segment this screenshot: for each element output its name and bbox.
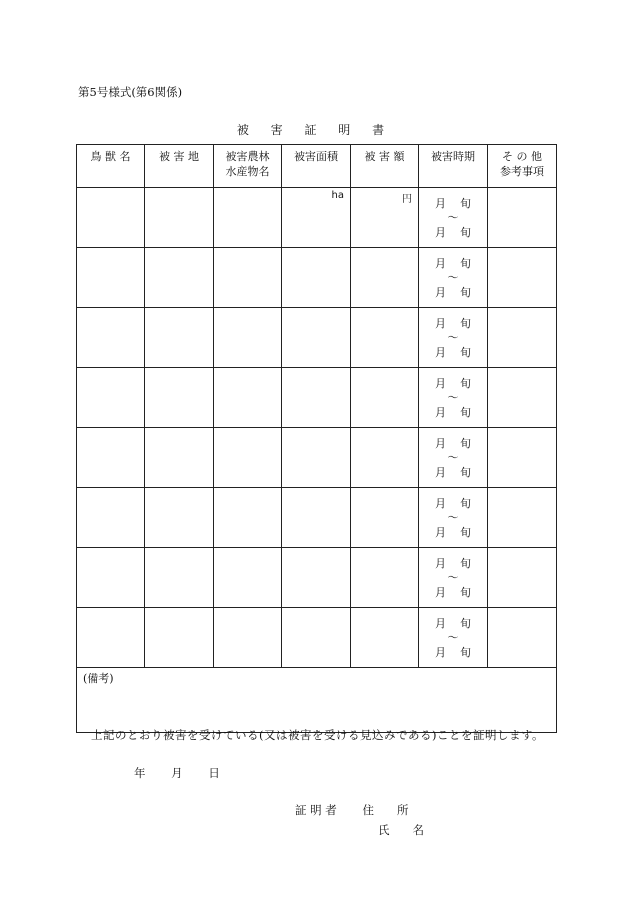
area-cell[interactable] xyxy=(282,308,351,368)
period-range xyxy=(419,308,487,360)
location-cell[interactable] xyxy=(145,248,214,308)
period-end-decade-label: 旬 xyxy=(460,526,471,539)
remarks-field[interactable] xyxy=(77,668,557,733)
date-day-label: 日 xyxy=(208,766,220,780)
period-tilde: 〜 xyxy=(447,511,459,524)
period-range xyxy=(419,608,487,660)
amount-cell[interactable] xyxy=(351,188,419,248)
species-cell[interactable] xyxy=(77,248,145,308)
header-period: 被害時期 xyxy=(419,145,488,188)
species-cell[interactable] xyxy=(77,188,145,248)
period-end-month-label: 月 xyxy=(435,586,446,599)
area-cell[interactable] xyxy=(282,488,351,548)
amount-cell[interactable] xyxy=(351,368,419,428)
amount-cell[interactable] xyxy=(351,608,419,668)
certifier-address-label: 住 所 xyxy=(362,803,409,817)
remarks-row xyxy=(77,668,557,733)
product-cell[interactable] xyxy=(214,308,282,368)
period-start-decade-label: 旬 xyxy=(460,257,471,270)
period-end-month-label: 月 xyxy=(435,466,446,479)
table-row xyxy=(77,308,557,368)
period-cell[interactable] xyxy=(419,488,488,548)
period-start-decade-label: 旬 xyxy=(460,617,471,630)
period-end-month-label: 月 xyxy=(435,406,446,419)
location-cell[interactable] xyxy=(145,428,214,488)
species-cell[interactable] xyxy=(77,428,145,488)
area-cell[interactable] xyxy=(282,368,351,428)
product-cell[interactable] xyxy=(214,248,282,308)
period-tilde: 〜 xyxy=(447,631,459,644)
notes-cell[interactable] xyxy=(488,428,557,488)
period-start-month-label: 月 xyxy=(435,257,446,270)
notes-cell[interactable] xyxy=(488,368,557,428)
product-cell[interactable] xyxy=(214,428,282,488)
header-area: 被害面積 xyxy=(282,145,351,188)
period-range xyxy=(419,368,487,420)
certifier-name-line xyxy=(378,822,424,838)
period-end-decade-label: 旬 xyxy=(460,586,471,599)
table-header-row xyxy=(77,145,557,188)
period-range xyxy=(419,248,487,300)
location-cell[interactable] xyxy=(145,368,214,428)
area-unit: ha xyxy=(331,190,344,201)
period-start-decade-label: 旬 xyxy=(460,317,471,330)
period-start-decade-label: 旬 xyxy=(460,377,471,390)
period-start-month-label: 月 xyxy=(435,497,446,510)
table-row xyxy=(77,608,557,668)
period-start-decade-label: 旬 xyxy=(460,557,471,570)
period-start-month-label: 月 xyxy=(435,317,446,330)
period-start-month-label: 月 xyxy=(435,437,446,450)
period-cell[interactable] xyxy=(419,188,488,248)
period-tilde: 〜 xyxy=(447,391,459,404)
notes-cell[interactable] xyxy=(488,608,557,668)
period-end-decade-label: 旬 xyxy=(460,226,471,239)
amount-cell[interactable] xyxy=(351,248,419,308)
area-cell[interactable] xyxy=(282,548,351,608)
certifier-line xyxy=(295,802,408,818)
form-number: 第5号様式(第6関係) xyxy=(78,85,183,99)
period-cell[interactable] xyxy=(419,428,488,488)
certifier-label: 証 明 者 xyxy=(295,803,337,817)
period-range xyxy=(419,188,487,240)
date-year-label: 年 xyxy=(134,766,146,780)
area-cell[interactable] xyxy=(282,428,351,488)
period-end-month-label: 月 xyxy=(435,526,446,539)
product-cell[interactable] xyxy=(214,548,282,608)
certifier-name-label: 氏 名 xyxy=(378,823,424,837)
period-end-decade-label: 旬 xyxy=(460,466,471,479)
period-cell[interactable] xyxy=(419,608,488,668)
notes-cell[interactable] xyxy=(488,488,557,548)
location-cell[interactable] xyxy=(145,308,214,368)
period-end-decade-label: 旬 xyxy=(460,346,471,359)
period-tilde: 〜 xyxy=(447,271,459,284)
notes-cell[interactable] xyxy=(488,188,557,248)
notes-cell[interactable] xyxy=(488,548,557,608)
period-end-decade-label: 旬 xyxy=(460,646,471,659)
location-cell[interactable] xyxy=(145,608,214,668)
period-tilde: 〜 xyxy=(447,211,459,224)
species-cell[interactable] xyxy=(77,608,145,668)
date-line xyxy=(134,765,220,781)
amount-cell[interactable] xyxy=(351,548,419,608)
location-cell[interactable] xyxy=(145,488,214,548)
table-row xyxy=(77,368,557,428)
period-start-month-label: 月 xyxy=(435,377,446,390)
period-cell[interactable] xyxy=(419,248,488,308)
location-cell[interactable] xyxy=(145,188,214,248)
product-cell[interactable] xyxy=(214,488,282,548)
period-end-decade-label: 旬 xyxy=(460,286,471,299)
period-range xyxy=(419,428,487,480)
remarks-label: (備考) xyxy=(83,672,114,685)
period-end-month-label: 月 xyxy=(435,286,446,299)
period-end-month-label: 月 xyxy=(435,346,446,359)
period-end-decade-label: 旬 xyxy=(460,406,471,419)
period-tilde: 〜 xyxy=(447,571,459,584)
table-row xyxy=(77,248,557,308)
table-row xyxy=(77,488,557,548)
product-cell[interactable] xyxy=(214,188,282,248)
species-cell[interactable] xyxy=(77,368,145,428)
location-cell[interactable] xyxy=(145,548,214,608)
table-row xyxy=(77,188,557,248)
header-amount: 被 害 額 xyxy=(351,145,419,188)
period-cell[interactable] xyxy=(419,368,488,428)
notes-cell[interactable] xyxy=(488,308,557,368)
period-cell[interactable] xyxy=(419,308,488,368)
amount-cell[interactable] xyxy=(351,428,419,488)
period-tilde: 〜 xyxy=(447,331,459,344)
period-end-month-label: 月 xyxy=(435,226,446,239)
amount-cell[interactable] xyxy=(351,488,419,548)
species-cell[interactable] xyxy=(77,308,145,368)
amount-unit: 円 xyxy=(402,194,412,205)
amount-cell[interactable] xyxy=(351,308,419,368)
period-start-decade-label: 旬 xyxy=(460,497,471,510)
document-title: 被 害 証 明 書 xyxy=(236,123,394,137)
table-row xyxy=(77,548,557,608)
species-cell[interactable] xyxy=(77,548,145,608)
table-row xyxy=(77,428,557,488)
product-cell[interactable] xyxy=(214,368,282,428)
area-cell[interactable] xyxy=(282,608,351,668)
period-start-month-label: 月 xyxy=(435,557,446,570)
notes-cell[interactable] xyxy=(488,248,557,308)
period-range xyxy=(419,548,487,600)
product-cell[interactable] xyxy=(214,608,282,668)
header-species: 鳥 獣 名 xyxy=(77,145,145,188)
header-location: 被 害 地 xyxy=(145,145,214,188)
period-cell[interactable] xyxy=(419,548,488,608)
period-range xyxy=(419,488,487,540)
damage-table xyxy=(76,144,557,733)
area-cell[interactable] xyxy=(282,248,351,308)
certification-statement: 上記のとおり被害を受けている(又は被害を受ける見込みである)ことを証明します。 xyxy=(91,728,545,742)
period-start-decade-label: 旬 xyxy=(460,437,471,450)
period-start-decade-label: 旬 xyxy=(460,197,471,210)
header-notes: そ の 他 参考事項 xyxy=(488,145,557,188)
period-tilde: 〜 xyxy=(447,451,459,464)
date-month-label: 月 xyxy=(171,766,183,780)
period-start-month-label: 月 xyxy=(435,617,446,630)
species-cell[interactable] xyxy=(77,488,145,548)
period-start-month-label: 月 xyxy=(435,197,446,210)
header-product: 被害農林 水産物名 xyxy=(214,145,282,188)
period-end-month-label: 月 xyxy=(435,646,446,659)
area-cell[interactable] xyxy=(282,188,351,248)
